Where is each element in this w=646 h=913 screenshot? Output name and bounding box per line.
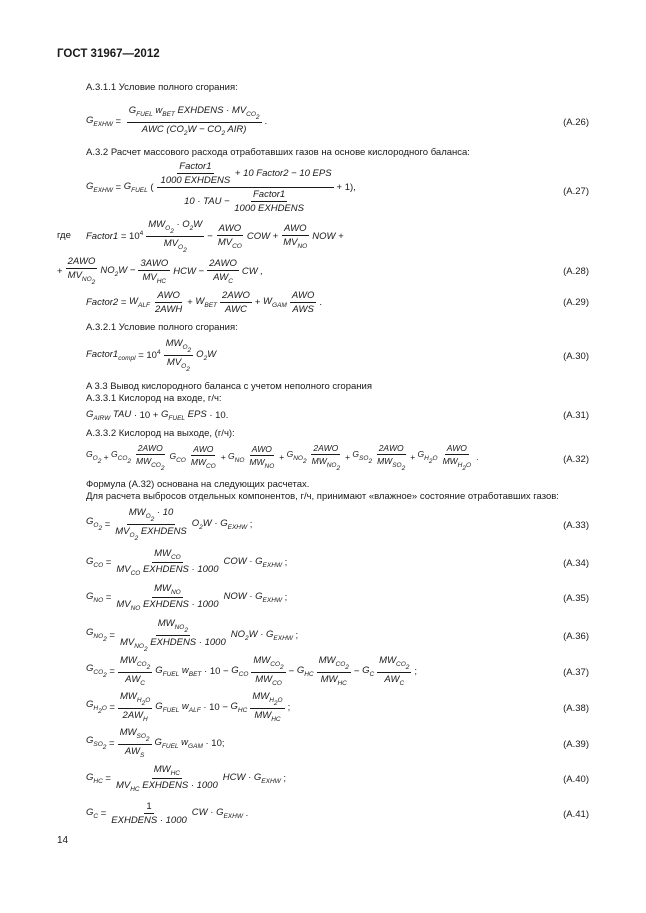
equation-a37: $G_{CO_2}$ = $MW_{CO_2}$ $AW_C$ $G_{FUEL}$ $w_{BET}$ · 10 − $G_{CO}$ $MW_{CO_2}$ $MW_{CO}$ − $G_{HC}$ $MW_{CO_2}$ $MW_{HC}$ − $G_C$ $MW_{CO_2}$ $AW_C$ ; xyxy=(86,655,418,687)
equation-a34: $G_{CO}$ = $MW_{CO}$ $MV_{CO}$ EXHDENS · 1000 COW · $G_{EXHW}$ ; xyxy=(86,547,288,577)
equation-a40: $G_{HC}$ = $MW_{HC}$ $MV_{HC}$ EXHDENS · 1000 HCW · $G_{EXHW}$ ; xyxy=(86,763,287,793)
where-label: где xyxy=(57,230,71,241)
equation-number-a36: (A.36) xyxy=(563,631,589,642)
equation-a26: $G_{EXHW}$ = $G_{FUEL}$ $w_{BET}$ EXHDENS · $MV_{CO_2}$ AWC ($CO_2W - CO_2$ AIR) . xyxy=(86,105,268,137)
equation-a32: $G_{O_2}$ + $G_{CO_2}$ 2AWO $MW_{CO_2}$ $G_{CO}$ AWO $MW_{CO}$ + $G_{NO}$ AWO $MW_{NO}$ + $G_{NO_2}$ 2AWO $MW_{NO_2}$ + $G_{SO_2}$ 2AWO $MW_{SO_2}$ + $G_{H_2O}$ AWO $MW_{H_2O}$ . xyxy=(86,442,479,472)
equation-a33: $G_{O_2}$ = $MW_{O_2} \cdot 10$ $MV_{O_2}$ EXHDENS $O_2W \cdot G_{EXHW}$ ; xyxy=(86,506,253,542)
equation-a29: Factor2 = $W_{ALF}$ AWO 2AWH + $W_{BET}$ 2AWO AWC + $W_{GAM}$ AWO AWS . xyxy=(86,289,323,315)
equation-number-a38: (A.38) xyxy=(563,703,589,714)
equation-a39: $G_{SO_2}$ = $MW_{SO_2}$ $AW_S$ $G_{FUEL}$ $w_{GAM}$ · 10; xyxy=(86,727,225,759)
equation-number-a26: (A.26) xyxy=(563,117,589,128)
equation-a28: + 2AWO $MV_{NO_2}$ $NO_2W$ − 3AWO $MV_{HC}$ HCW − 2AWO $AW_C$ CW , xyxy=(57,256,264,286)
equation-number-a34: (A.34) xyxy=(563,558,589,569)
calc-note: Для расчета выбросов отдельных компонентов, г/ч, принимают «влажное» состояние отработавших газов: xyxy=(86,491,559,502)
equation-a27: $G_{EXHW}$ = $G_{FUEL}$ ( Factor1 1000 EXHDENS + 10 Factor2 − 10 EPS 10 · TAU − Factor1 1000 EXHDENS + 1), xyxy=(86,160,356,214)
equation-number-a32: (A.32) xyxy=(563,454,589,465)
equation-a38: $G_{H_2O}$ = $MW_{H_2O}$ $2AW_H$ $G_{FUEL}$ $w_{ALF}$ · 10 − $G_{HC}$ $MW_{H_2O}$ $MW_{HC}$ ; xyxy=(86,691,291,723)
equation-a36: $G_{NO_2}$ = $MW_{NO_2}$ $MV_{NO_2}$ EXHDENS · 1000 $NO_2W \cdot G_{EXHW}$ ; xyxy=(86,617,299,653)
equation-number-a37: (A.37) xyxy=(563,667,589,678)
section-a3-2: A.3.2 Расчет массового расхода отработавших газов на основе кислородного баланса: xyxy=(86,147,470,158)
equation-a35: $G_{NO}$ = $MW_{NO}$ $MV_{NO}$ EXHDENS · 1000 NOW · $G_{EXHW}$ ; xyxy=(86,582,288,612)
equation-number-a33: (A.33) xyxy=(563,520,589,531)
section-a3-3-2: A.3.3.2 Кислород на выходе, (г/ч): xyxy=(86,428,235,439)
equation-a30: $Factor1_{compl}$ = $10^4$ $MW_{O_2}$ $MV_{O_2}$ $O_2W$ xyxy=(86,337,217,373)
section-a3-3-1: A.3.3.1 Кислород на входе, г/ч: xyxy=(86,393,222,404)
equation-number-a29: (A.29) xyxy=(563,297,589,308)
equation-number-a40: (A.40) xyxy=(563,774,589,785)
section-a3-2-1: A.3.2.1 Условие полного сгорания: xyxy=(86,322,238,333)
page-number: 14 xyxy=(57,835,69,846)
equation-a41: $G_C$ = 1 EXHDENS · 1000 CW · $G_{EXHW}$ . xyxy=(86,800,249,826)
equation-number-a31: (A.31) xyxy=(563,410,589,421)
equation-number-a28: (A.28) xyxy=(563,266,589,277)
document-header: ГОСТ 31967—2012 xyxy=(57,48,160,60)
equation-number-a39: (A.39) xyxy=(563,739,589,750)
equation-a31: $G_{AIRW}$ TAU · 10 + $G_{FUEL}$ EPS · 10. xyxy=(86,408,229,422)
equation-number-a30: (A.30) xyxy=(563,351,589,362)
factor1-equation: Factor1 = $10^4$ $MW_{O_2} \cdot O_2W$ $MV_{O_2}$ − AWO $MV_{CO}$ COW + AWO $MV_{NO}$ NOW + xyxy=(86,218,344,254)
formula-note: Формула (A.32) основана на следующих расчетах. xyxy=(86,479,310,490)
equation-number-a35: (A.35) xyxy=(563,593,589,604)
equation-number-a27: (A.27) xyxy=(563,186,589,197)
section-a3-1-1: A.3.1.1 Условие полного сгорания: xyxy=(86,82,238,93)
section-a3-3: A 3.3 Вывод кислородного баланса с учетом неполного сгорания xyxy=(86,381,372,392)
equation-number-a41: (A.41) xyxy=(563,809,589,820)
